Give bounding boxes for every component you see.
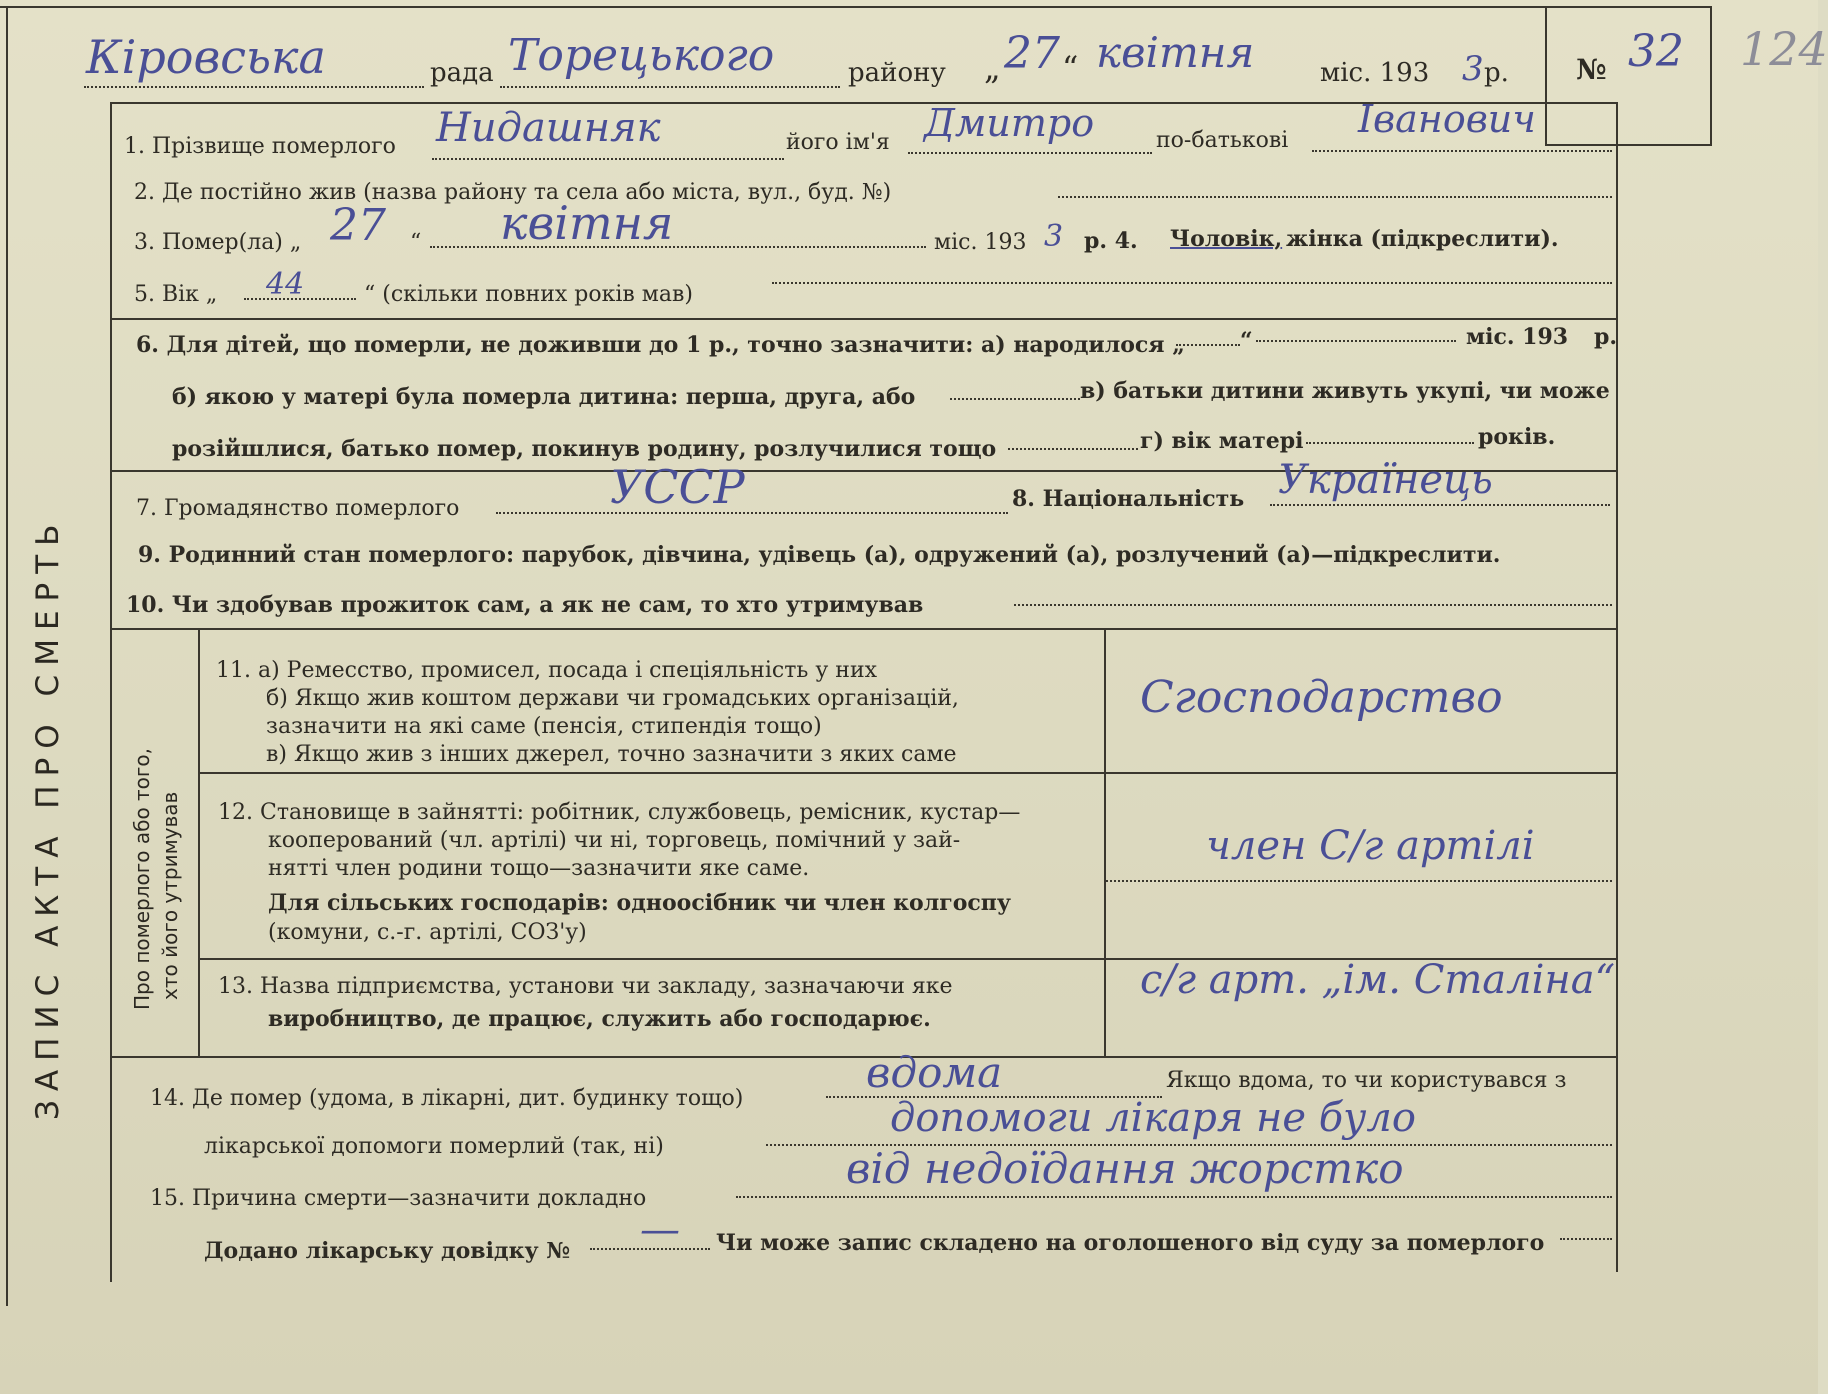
occupation-handwritten: Сгосподарство	[1140, 672, 1503, 723]
record-number-handwritten: 32	[1628, 26, 1684, 77]
nationality-handwritten: Українець	[1278, 457, 1493, 503]
death-month-dots	[430, 246, 926, 248]
side-subtitle-1: Про померлого або того,	[130, 747, 154, 1010]
r13-line1: 13. Назва підприємства, установи чи закладу, зазначаючи яке	[218, 974, 953, 999]
patronymic-handwritten: Іванович	[1358, 97, 1536, 141]
residence-dots	[1058, 196, 1612, 198]
r6-line2-a: б) якою у матері була померла дитина: перша, друга, або	[172, 384, 916, 410]
r6-line2-b: в) батьки дитини живуть укупі, чи може	[1080, 378, 1610, 404]
council-dots	[84, 86, 424, 88]
certificate-number-handwritten: —	[640, 1207, 680, 1253]
r7-label-citizenship: 7. Громадянство померлого	[136, 496, 460, 521]
r10-livelihood: 10. Чи здобував прожиток сам, а як не сам, то хто утримував	[126, 592, 924, 618]
date-month-handwritten: квітня	[1096, 28, 1255, 77]
r6-line1-year: р.	[1594, 324, 1618, 350]
workplace-handwritten: с/г арт. „ім. Сталіна“	[1140, 957, 1616, 1003]
side-column-line	[110, 102, 112, 1282]
year-suffix: р.	[1484, 58, 1509, 88]
date-quote-open: „	[984, 49, 1001, 87]
r4-label-female: жінка (підкреслити).	[1286, 226, 1559, 252]
death-cause-dots	[736, 1196, 1612, 1198]
divider-after-5	[110, 318, 1616, 320]
r12-line2: кооперований (чл. артілі) чи ні, торговець, помічний у зай-	[268, 828, 961, 853]
employment-dots	[1106, 880, 1612, 882]
male-underlined: Чоловік,	[1170, 226, 1283, 252]
year-digit-handwritten: 3	[1462, 49, 1484, 89]
nationality-dots	[1270, 504, 1610, 506]
side-title: ЗАПИС АКТА ПРО СМЕРТЬ	[30, 515, 66, 1120]
r14-label-place: 14. Де помер (удома, в лікарні, дит. будинку тощо)	[150, 1086, 744, 1111]
r3-label-died: 3. Помер(ла) „	[134, 230, 302, 255]
court-question: Чи може запис складено на оголошеного від суду за померлого	[716, 1230, 1545, 1256]
r15-label-cause: 15. Причина смерти—зазначити докладно	[150, 1186, 647, 1211]
number-box-left	[1545, 6, 1547, 146]
r6-line3-b: г) вік матері	[1140, 428, 1304, 454]
divider-after-10	[110, 628, 1616, 630]
margin-number-handwritten: 124	[1740, 22, 1828, 76]
r1-label-patronymic: по-батькові	[1156, 128, 1289, 153]
age-dots	[244, 298, 356, 300]
council-handwritten: Кіровська	[86, 30, 326, 84]
r2-label-residence: 2. Де постійно жив (назва району та села або міста, вул., буд. №)	[134, 180, 892, 205]
court-dots	[1560, 1238, 1612, 1240]
r12-line1: 12. Становище в зайнятті: робітник, службовець, ремісник, кустар—	[218, 800, 1021, 825]
district-label: району	[848, 58, 946, 88]
employment-status-handwritten: член С/г артілі	[1206, 823, 1535, 869]
r3-quote-close: “	[410, 230, 422, 255]
r6-line1: 6. Для дітей, що померли, не доживши до 1 р., точно зазначити: а) народилося „	[136, 332, 1185, 358]
r6-line3-a: розійшлися, батько помер, покинув родину, розлучилися тощо	[172, 436, 997, 462]
r6-line1-quote: “	[1240, 328, 1253, 354]
r6-mother-age-dots	[1306, 442, 1474, 444]
number-label: №	[1576, 53, 1607, 86]
medical-help-handwritten: допомоги лікаря не було	[890, 1095, 1416, 1141]
age-handwritten: 44	[266, 267, 305, 302]
r11-line3: зазначити на які саме (пенсія, стипендія тощо)	[266, 714, 822, 739]
frame-right	[1616, 102, 1618, 1272]
death-place-handwritten: вдома	[866, 1048, 1003, 1097]
certificate-label: Додано лікарську довідку №	[204, 1238, 571, 1264]
r12-line5: (комуни, с.-г. артілі, СОЗ'у)	[268, 920, 587, 945]
r6-order-dots	[950, 398, 1080, 400]
certificate-dots	[590, 1248, 710, 1250]
r14-label-home: Якщо вдома, то чи користувався з	[1166, 1068, 1567, 1093]
r11-line4: в) Якщо жив з інших джерел, точно зазначити з яких саме	[266, 742, 957, 767]
r5-label-age: 5. Вік „	[134, 282, 218, 307]
citizenship-dots	[496, 512, 1008, 514]
frame-top	[0, 6, 1712, 8]
name-dots	[908, 152, 1152, 154]
council-label: рада	[430, 58, 494, 88]
frame-right-top	[1710, 6, 1712, 146]
citizenship-handwritten: УССР	[610, 460, 745, 514]
livelihood-dots	[1014, 604, 1612, 606]
r6-line1-month: міс. 193	[1466, 324, 1569, 350]
occupation-mid-line	[1104, 628, 1106, 1056]
district-handwritten: Торецького	[508, 30, 775, 81]
r1-label-surname: 1. Прізвище померлого	[124, 134, 396, 159]
surname-dots	[432, 158, 784, 160]
district-dots	[500, 86, 840, 88]
month-label: міс. 193	[1320, 58, 1430, 88]
date-quote-close: “	[1062, 49, 1079, 87]
r6-born-month-dots	[1256, 340, 1456, 342]
r11-line2: б) Якщо жив коштом держави чи громадських організацій,	[266, 686, 959, 711]
r3-label-month: міс. 193	[934, 230, 1027, 255]
occupation-left-line	[198, 628, 200, 1056]
r6-born-day-dots	[1176, 344, 1240, 346]
frame-left	[6, 6, 8, 1306]
age-rest-dots	[772, 282, 1612, 284]
r4-label-sex: р. 4.	[1084, 228, 1138, 254]
name-handwritten: Дмитро	[924, 101, 1095, 145]
number-box-bottom	[1545, 144, 1712, 146]
r12-line4: Для сільських господарів: одноосібник чи член колгоспу	[268, 890, 1011, 916]
r12-line3: нятті член родини тощо—зазначити яке саме.	[268, 856, 810, 881]
r8-label-nationality: 8. Національність	[1012, 486, 1245, 512]
r14-label-medical: лікарської допомоги померлий (так, ні)	[204, 1134, 664, 1159]
r6-line3-c: років.	[1478, 424, 1556, 450]
patronymic-dots	[1312, 150, 1612, 152]
death-month-handwritten: квітня	[500, 196, 674, 250]
death-day-handwritten: 27	[330, 200, 386, 251]
r13-line2: виробництво, де працює, служить або господарює.	[268, 1006, 931, 1032]
divider-11-12	[198, 772, 1616, 774]
death-cause-handwritten: від недоїдання жорстко	[846, 1144, 1404, 1193]
r1-label-name: його ім'я	[786, 130, 890, 155]
r5-label-years: “ (скільки повних років мав)	[364, 282, 694, 307]
r9-marital-status: 9. Родинний стан померлого: парубок, дівчина, удівець (а), одружений (а), розлучений (а)—підкреслити.	[138, 542, 1501, 568]
r11-line1: 11. а) Ремесство, промисел, посада і спеціяльність у них	[216, 658, 878, 683]
surname-handwritten: Нидашняк	[436, 105, 661, 151]
date-day-handwritten: 27	[1004, 28, 1060, 79]
divider-after-13	[110, 1056, 1616, 1058]
death-year-handwritten: 3	[1044, 219, 1064, 254]
side-subtitle-2: хто його утримував	[158, 791, 182, 1000]
r6-parents-dots	[1008, 448, 1138, 450]
